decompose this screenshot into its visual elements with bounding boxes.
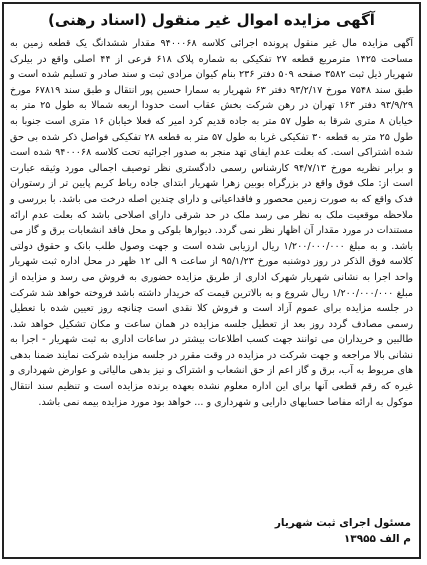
issuer-signature: مسئول اجرای ثبت شهریار: [274, 517, 411, 529]
auction-notice: [2, 2, 421, 559]
notice-title: آگهی مزایده اموال غیر منقول (اسناد رهنی): [48, 11, 375, 29]
notice-footer: [275, 515, 411, 547]
reference-number: م الف ۱۳۹۵۵: [343, 533, 411, 545]
notice-body: آگهی مزایده مال غیر منقول پرونده اجرائی کلاسه ۹۴۰۰۰۶۸ مقدار ششدانگ یک قطعه زمین به مساحت ۱۴۲۵ مترمربع قطعه ۲۷ تفکیکی به شماره پلاک ۶۱۸ فرعی از ۴۴ اصلی واقع در بیلرک شهریار ذیل ثبت ۳۵۸۲ صفحه ۵۰۹ دفتر ۲۳۶ بنام کیوان مرادی ثبت و سند صادر و تسلیم شده است و طبق سند ۷۵۴۸ مورخ ۹۳/۲/۱۷ دفتر ۶۳ شهریار به سمارا حسین پور انتقال و طبق سند ۶۷۸۱۹ مورخ ۹۳/۹/۲۹ دفتر ۱۶۳ تهران در رهن شرکت بخش عقاب است حدودا اربعه شمالا به طول ۲۵ متر به خیابان ۸ متری شرقا به طول ۵۷ متر به جاده قدیم کرد امیر که فعلا خیابان ۱۶ متری است جنوبا به طول ۲۵ متر به قطعه ۳۰ تفکیکی غربا به طول ۵۷ متر به قطعه ۲۸ تفکیکی فواصل ذکر شده بی حق شده اشتراکی است. که بعلت عدم ایفای تهد منجر به صدور اجرائیه تحت کلاسه ۹۴۰۰۰۶۸ شده است و برابر نظریه مورخ ۹۴/۷/۱۳ کارشناس رسمی دادگستری نظر توصیف اجمالی مورد وثیقه عبارت است از: ملک فوق واقع در بزرگراه بوبین زهرا شهریار ابتدای جاده رباط کریم پایین تر از رستوران فدک واقع که به صورت زمین محصور و فاقداعیانی و دارای چندین اصله درخت می باشد. با بررسی و ملاحظه موقعیت ملک به نظر می رسد ملک در حد شرقی دارای اصلاحی باشد که بعلت عدم ارائه مستندات در مورد مقدار آن اظهار نظر نمی گردد. دیوارها بلوکی و محل فاقد انشعابات برق و گاز می باشد. و به مبلغ ۱/۲۰۰/۰۰۰/۰۰۰ ریال ارزیابی شده است و جهت وصول طلب بانک و حقوق دولتی کلاسه فوق الذکر در روز دوشنبه مورخ ۹۵/۱/۲۳ از ساعت ۹ الی ۱۲ ظهر در محل اداره ثبت شهریار واحد اجرا به نشانی شهریار شهرک اداری از طریق مزایده حضوری به فروش می رسد و مزایده از مبلغ ۱/۲۰۰/۰۰۰/۰۰۰ ریال شروع و به بالاترین قیمت که خریدار داشته باشد فروخته خواهد شد شرکت در جلسه مزایده برای عموم آزاد است و فروش کلا نقدی است چنانچه روز تعیین شده با تعطیل رسمی مصادف گردد روز بعد از تعطیل جلسه مزایده در همان ساعت و مکان تشکیل خواهد شد. طالبین و خریداران می توانند جهت کسب اطلاعات بیشتر در ساعات اداری به ثبت شهریار - اجرا به نشانی بالا مراجعه و جهت شرکت در مزایده در وقت مقرر در جلسه مزایده شرکت نمایند ضمنا بدهی های مربوط به آب، برق و گاز اعم از حق انشعاب و اشتراک و نیز بدهی مالیاتی و عوارض شهرداری و غیره که رقم قطعی آنها برای این اداره معلوم نشده بعهده برنده مزایده است و تنظیم سند انتقال موکول به ارائه مفاصا حسابهای دارایی و شهرداری و ... خواهد بود مورد مزایده بیمه نمی باشد.: [10, 38, 413, 408]
